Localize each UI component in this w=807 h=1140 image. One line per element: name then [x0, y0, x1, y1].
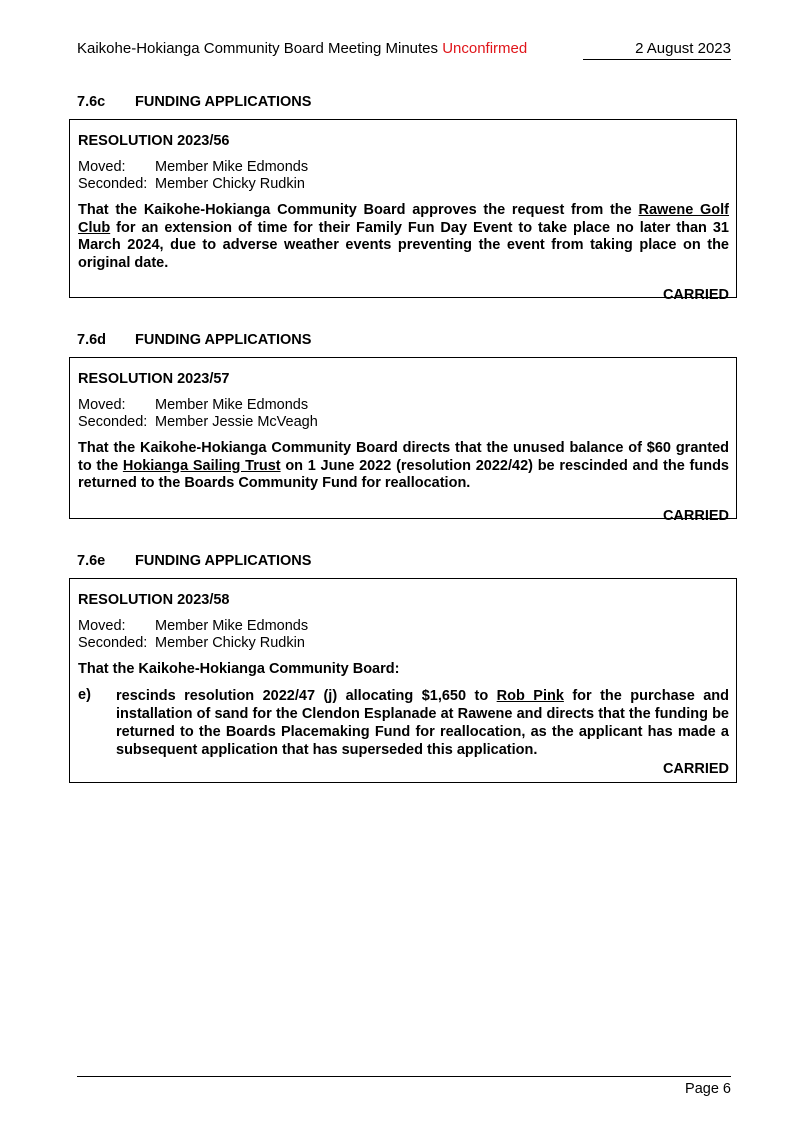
seconded-label: Seconded: [78, 176, 148, 192]
resolution-outcome: CARRIED [662, 287, 729, 303]
resolution-text-part: That the Kaikohe-Hokianga Community Board directs that the unused balance of $60 granted to the [78, 440, 729, 474]
section-heading-7-6e [77, 553, 311, 569]
footer-divider [77, 1076, 731, 1077]
header-date: 2 August 2023 [635, 40, 731, 57]
header-status: Unconfirmed [442, 40, 528, 57]
resolution-text-part: for an extension of time for their Family Fun Day Event to take place no later than 31 March 2024, due to adverse weather events preventing the event from taking place on the original date. [78, 219, 729, 271]
seconded-line [78, 176, 729, 193]
section-title: FUNDING APPLICATIONS [135, 553, 312, 569]
resolution-text-part: on 1 June 2022 (resolution 2022/42) be rescinded and the funds returned to the Boards Community Fund for reallocation. [78, 457, 729, 491]
section-heading-7-6c [77, 94, 311, 110]
resolution-outcome: CARRIED [662, 507, 729, 524]
seconded-line [78, 635, 729, 652]
list-item-marker: e) [78, 686, 91, 703]
header-title: Kaikohe-Hokianga Community Board Meeting Minutes [77, 40, 439, 57]
list-item-text [116, 687, 729, 759]
section-number: 7.6e [77, 553, 106, 569]
header-divider [583, 59, 731, 60]
moved-line [78, 397, 729, 414]
moved-label: Moved: [78, 618, 126, 634]
resolution-number: RESOLUTION 2023/56 [78, 133, 230, 149]
moved-member: Member Mike Edmonds [155, 618, 309, 634]
resolution-outcome: CARRIED [662, 760, 729, 777]
resolution-box-2023-57 [69, 357, 737, 524]
resolution-text [78, 440, 729, 493]
applicant-name: Rob Pink [496, 687, 564, 704]
list-item-text-part: rescinds resolution 2022/47 (j) allocating $1,650 to [116, 687, 497, 704]
moved-line [78, 618, 729, 635]
applicant-name: Rawene Golf Club [78, 202, 730, 236]
seconded-member: Member Chicky Rudkin [155, 176, 305, 192]
list-item-text-part: for the purchase and installation of sand for the Clendon Esplanade at Rawene and directs that the funding be returned to the Boards Placemaking Fund for reallocation, as the applicant has made a subsequent application that has superseded this application. [116, 687, 729, 758]
moved-label: Moved: [78, 159, 126, 175]
resolution-text-part: That the Kaikohe-Hokianga Community Board approves the request from the [78, 202, 639, 218]
seconded-label: Seconded: [78, 414, 148, 430]
seconded-label: Seconded: [78, 635, 148, 651]
moved-member: Member Mike Edmonds [155, 159, 309, 175]
section-title: FUNDING APPLICATIONS [135, 94, 312, 110]
resolution-box-2023-56 [69, 119, 737, 303]
resolution-number: RESOLUTION 2023/58 [78, 592, 230, 608]
moved-line [78, 159, 729, 176]
resolution-text [78, 202, 729, 272]
section-number: 7.6d [77, 332, 107, 348]
applicant-name: Hokianga Sailing Trust [122, 457, 281, 474]
list-item [78, 687, 729, 759]
moved-member: Member Mike Edmonds [155, 397, 309, 413]
section-number: 7.6c [77, 94, 106, 110]
resolution-box-2023-58 [69, 578, 737, 783]
moved-label: Moved: [78, 397, 126, 413]
resolution-intro: That the Kaikohe-Hokianga Community Board: [78, 661, 400, 677]
resolution-number: RESOLUTION 2023/57 [78, 371, 230, 387]
seconded-line [78, 414, 729, 431]
page-number: Page 6 [685, 1081, 731, 1097]
seconded-member: Member Jessie McVeagh [155, 414, 318, 430]
seconded-member: Member Chicky Rudkin [155, 635, 305, 651]
section-title: FUNDING APPLICATIONS [135, 332, 312, 348]
section-heading-7-6d [77, 332, 311, 348]
page-header [77, 40, 731, 60]
header-title-line [77, 40, 527, 57]
